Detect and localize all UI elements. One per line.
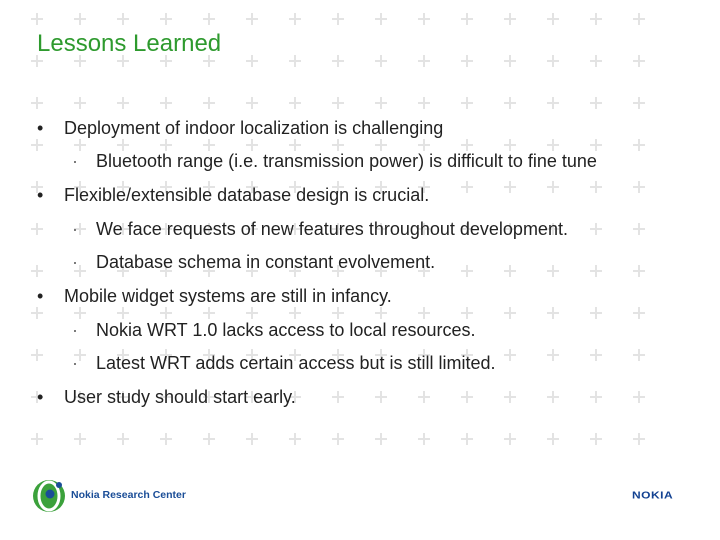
sub-bullet-text: Database schema in constant evolvement. <box>96 252 436 272</box>
sub-bullet-text: We face requests of new features throughout development. <box>96 219 568 239</box>
bullet-marker: • <box>37 118 44 138</box>
sub-bullet-item <box>72 217 568 241</box>
bullet-marker: • <box>37 387 44 407</box>
sub-bullet-marker: · <box>72 353 78 373</box>
nokia-brand-logo: NOKIA <box>632 489 674 501</box>
sub-bullet-text: Bluetooth range (i.e. transmission power) is difficult to fine tune <box>96 151 597 171</box>
bullet-item <box>37 183 429 207</box>
sub-bullet-marker: · <box>72 252 78 272</box>
sub-bullet-item <box>72 351 496 375</box>
slide-title: Lessons Learned <box>37 30 222 57</box>
sub-bullet-marker: · <box>72 219 78 239</box>
bullet-marker: • <box>37 286 44 306</box>
sub-bullet-item <box>72 250 435 274</box>
bullet-marker: • <box>37 185 44 205</box>
sub-bullet-text: Nokia WRT 1.0 lacks access to local resources. <box>96 320 476 340</box>
bullet-item <box>37 284 392 308</box>
bullet-item <box>37 385 296 409</box>
org-label: Nokia Research Center <box>71 489 186 501</box>
nokia-research-center-logo <box>31 477 191 515</box>
sub-bullet-marker: · <box>72 151 78 171</box>
sub-bullet-item <box>72 149 597 173</box>
bullet-text: Deployment of indoor localization is challenging <box>64 118 444 138</box>
orbit-logo-icon <box>31 477 67 515</box>
bullet-text: Mobile widget systems are still in infancy. <box>64 286 392 306</box>
bullet-item <box>37 116 443 140</box>
sub-bullet-text: Latest WRT adds certain access but is still limited. <box>96 353 496 373</box>
sub-bullet-item <box>72 318 475 342</box>
sub-bullet-marker: · <box>72 320 78 340</box>
bullet-text: Flexible/extensible database design is crucial. <box>64 185 430 205</box>
bullet-text: User study should start early. <box>64 387 296 407</box>
